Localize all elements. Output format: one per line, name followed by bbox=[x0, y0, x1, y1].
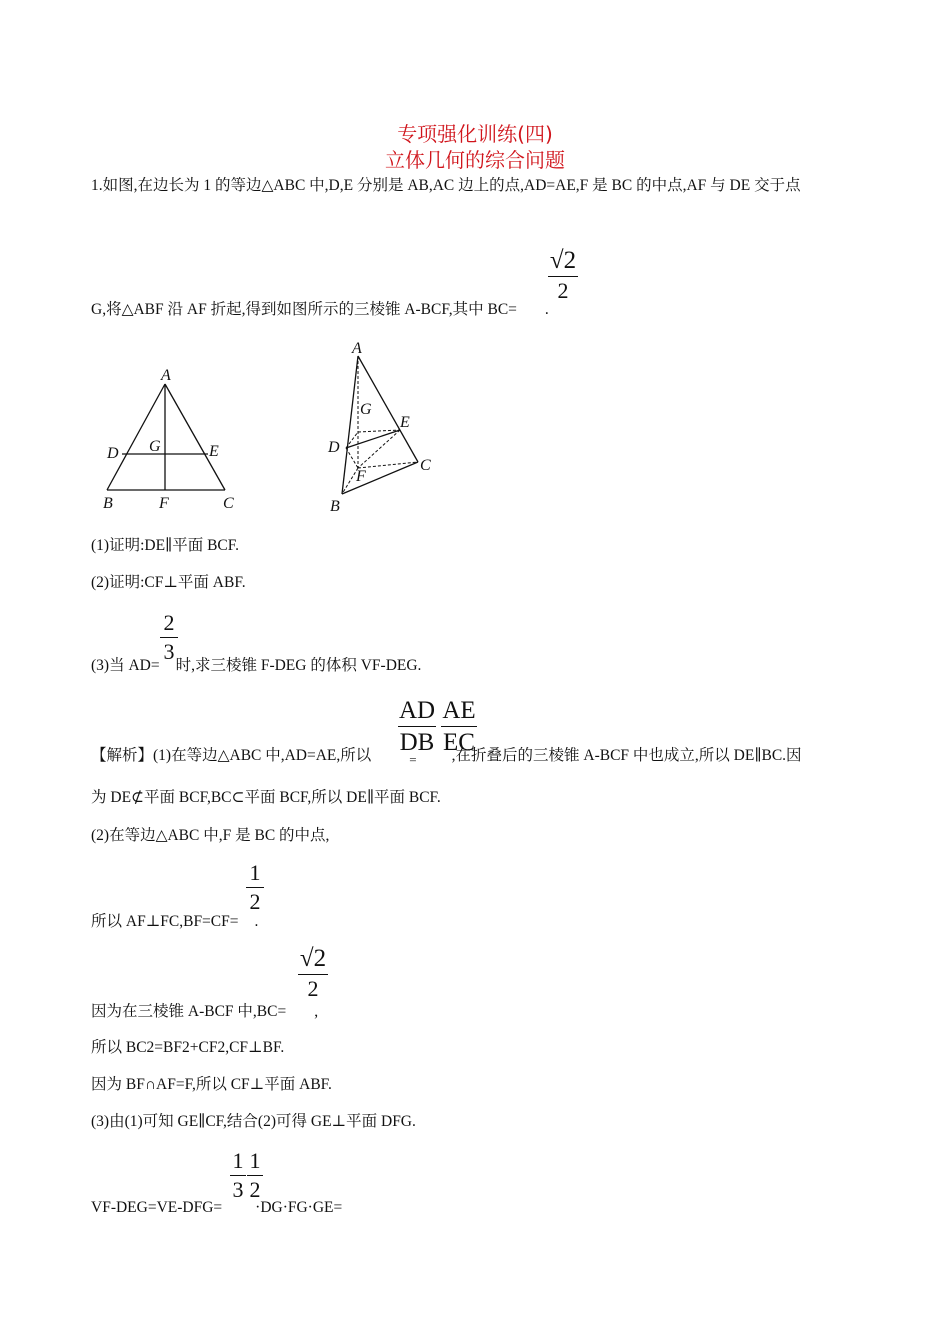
solution-2-line-3 bbox=[91, 1002, 318, 1022]
solution-2-line-2 bbox=[91, 912, 258, 932]
solution-2-line-5: 因为 BF∩AF=F,所以 CF⊥平面 ABF. bbox=[91, 1076, 332, 1093]
segment-de bbox=[346, 430, 400, 448]
bf-fraction bbox=[246, 862, 264, 913]
label-c: C bbox=[420, 457, 431, 474]
ae-ec-denominator: EC bbox=[443, 729, 475, 756]
solution-2-line-4: 所以 BC2=BF2+CF2,CF⊥BF. bbox=[91, 1039, 285, 1056]
bc-fraction-denominator: 2 bbox=[557, 278, 569, 303]
problem-intro-line-1: 1.如图,在边长为 1 的等边△ABC 中,D,E 分别是 AB,AC 边上的点,AD=AE,F 是 BC 的中点,AF 与 DE 交于点 bbox=[91, 177, 801, 194]
problem-intro-end: . bbox=[544, 301, 549, 318]
solution-2-line-3-post: , bbox=[314, 1003, 319, 1020]
title-line-1: 专项强化训练(四) bbox=[397, 122, 553, 146]
ae-ec-numerator: AE bbox=[442, 697, 476, 724]
bc-fraction-numerator: √2 bbox=[549, 247, 577, 274]
solution-2-line-1: (2)在等边△ABC 中,F 是 BC 的中点, bbox=[91, 827, 330, 844]
q3-fraction-denominator: 3 bbox=[163, 639, 175, 664]
segment-df-hidden bbox=[346, 448, 358, 468]
question-3-post: 时,求三棱锥 F-DEG 的体积 VF-DEG. bbox=[175, 657, 422, 674]
label-a: A bbox=[352, 340, 362, 357]
one-third-denominator: 3 bbox=[232, 1177, 244, 1202]
title-line-2: 立体几何的综合问题 bbox=[385, 148, 565, 172]
edge-bc bbox=[342, 462, 418, 494]
question-3 bbox=[91, 656, 421, 676]
solution-1-equals: = bbox=[409, 752, 417, 767]
label-e: E bbox=[400, 414, 410, 431]
solution-1-line-2: 为 DE⊄平面 BCF,BC⊂平面 BCF,所以 DE∥平面 BCF. bbox=[91, 789, 441, 806]
solution-2-line-2-post: . bbox=[254, 913, 259, 930]
solution-3-line-1: (3)由(1)可知 GE∥CF,结合(2)可得 GE⊥平面 DFG. bbox=[91, 1113, 416, 1130]
ad-db-denominator: DB bbox=[399, 729, 435, 756]
solution-1-pre: 【解析】(1)在等边△ABC 中,AD=AE,所以 bbox=[91, 747, 372, 764]
one-half-numerator: 1 bbox=[249, 1148, 261, 1173]
question-2: (2)证明:CF⊥平面 ABF. bbox=[91, 574, 246, 591]
problem-intro-line-2 bbox=[91, 300, 549, 320]
label-a: A bbox=[161, 367, 171, 384]
solution-1-line-1 bbox=[91, 746, 802, 766]
q3-fraction-numerator: 2 bbox=[163, 610, 175, 635]
solution-2-line-2-pre: 所以 AF⊥FC,BF=CF= bbox=[91, 913, 239, 930]
label-f: F bbox=[356, 468, 366, 485]
bc-solution-denominator: 2 bbox=[307, 976, 319, 1001]
edge-ab bbox=[107, 384, 165, 490]
label-d: D bbox=[107, 445, 119, 462]
solution-1-post: ,在折叠后的三棱锥 A-BCF 中也成立,所以 DE∥BC.因 bbox=[451, 747, 802, 764]
label-g: G bbox=[149, 438, 161, 455]
one-half-fraction bbox=[247, 1150, 263, 1201]
bc-solution-numerator: √2 bbox=[299, 945, 327, 972]
label-f: F bbox=[159, 495, 169, 512]
figure-tetrahedron bbox=[320, 336, 450, 518]
label-b: B bbox=[103, 495, 113, 512]
label-g: G bbox=[360, 401, 372, 418]
one-half-denominator: 2 bbox=[249, 1177, 261, 1202]
solution-3-line-2-pre: VF-DEG=VE-DFG= bbox=[91, 1199, 223, 1216]
question-1: (1)证明:DE∥平面 BCF. bbox=[91, 537, 240, 554]
bc-fraction bbox=[548, 248, 578, 302]
label-d: D bbox=[328, 439, 340, 456]
label-b: B bbox=[330, 498, 340, 515]
label-e: E bbox=[209, 443, 219, 460]
one-third-fraction bbox=[230, 1150, 246, 1201]
solution-2-line-3-pre: 因为在三棱锥 A-BCF 中,BC= bbox=[91, 1003, 287, 1020]
problem-intro-line-2-text: G,将△ABF 沿 AF 折起,得到如图所示的三棱锥 A-BCF,其中 BC= bbox=[91, 301, 517, 318]
segment-fc-hidden bbox=[358, 462, 418, 468]
segment-ef-hidden bbox=[358, 430, 400, 468]
ad-db-numerator: AD bbox=[398, 697, 436, 724]
solution-3-line-2-post: ·DG·FG·GE= bbox=[255, 1199, 343, 1216]
edge-ac bbox=[165, 384, 225, 490]
figure-flat-triangle bbox=[95, 360, 255, 520]
bf-fraction-numerator: 1 bbox=[249, 860, 261, 885]
bf-fraction-denominator: 2 bbox=[249, 889, 261, 914]
label-c: C bbox=[223, 495, 234, 512]
bc-fraction-solution bbox=[298, 946, 328, 1000]
solution-3-line-2 bbox=[91, 1198, 342, 1218]
one-third-numerator: 1 bbox=[232, 1148, 244, 1173]
question-3-pre: (3)当 AD= bbox=[91, 657, 160, 674]
